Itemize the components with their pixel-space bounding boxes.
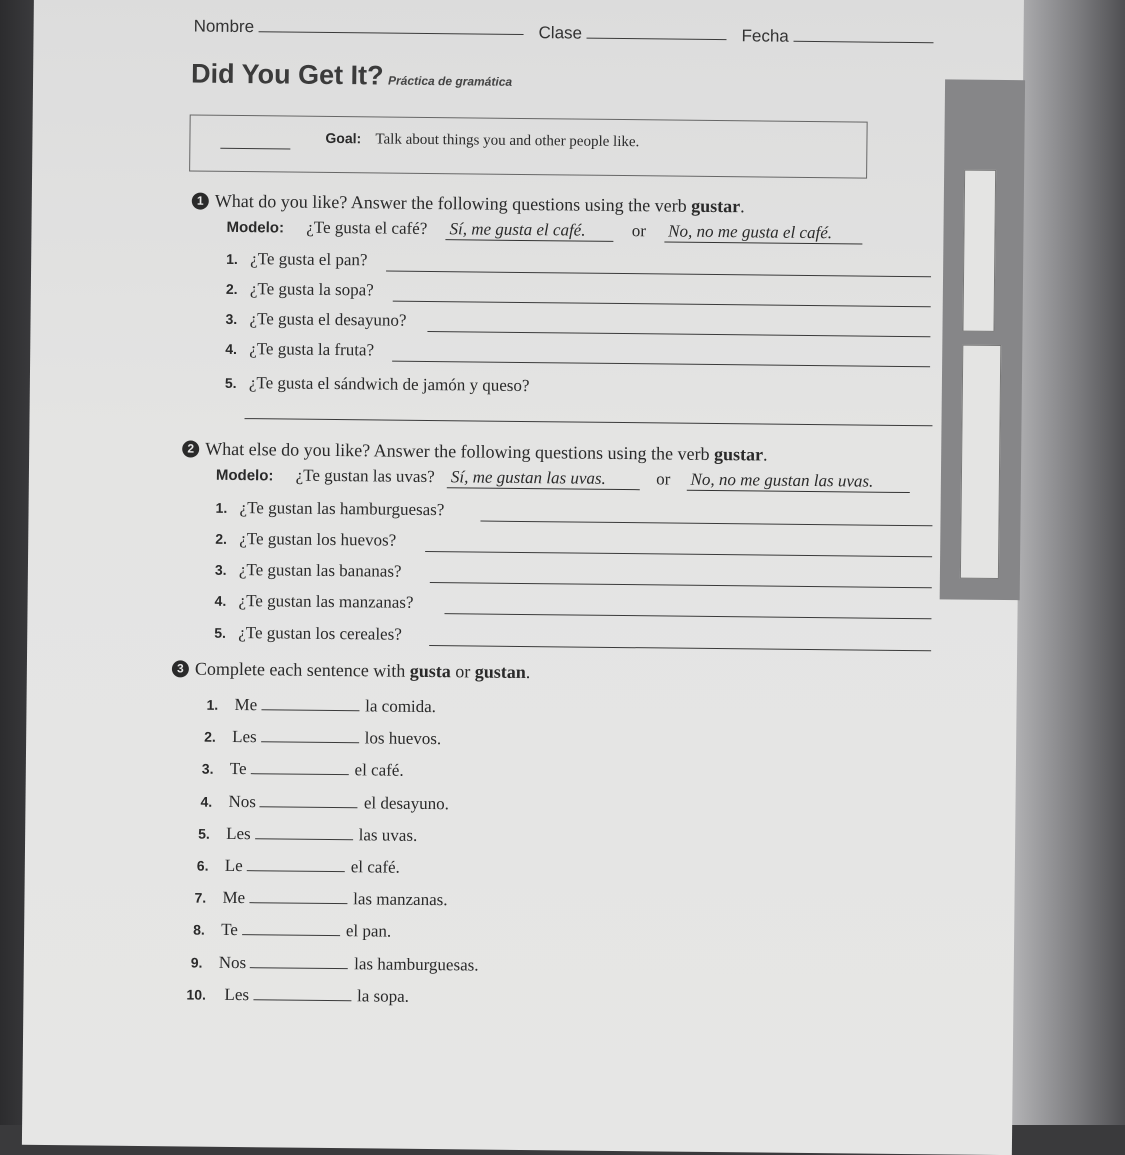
fill-in-blank[interactable]	[250, 967, 348, 969]
answer-line[interactable]	[393, 301, 931, 308]
question-text: ¿Te gusta el pan?	[250, 249, 368, 270]
section3-instruction-text: Complete each sentence with	[194, 658, 410, 681]
section3-instruction	[172, 658, 531, 683]
section1-period: .	[740, 196, 745, 217]
question-number: 5.	[214, 624, 227, 641]
question-text: ¿Te gustan las bananas?	[238, 560, 402, 581]
question-number: 2.	[215, 530, 228, 547]
fill-in-blank[interactable]	[261, 741, 359, 743]
fill-in-blank[interactable]	[260, 806, 358, 808]
section3-item	[206, 695, 436, 717]
modelo-or: or	[631, 221, 647, 241]
section1-modelo	[226, 217, 862, 245]
item-subject: Te	[229, 759, 247, 779]
answer-line[interactable]	[429, 645, 931, 651]
item-rest: los huevos.	[364, 728, 442, 749]
question-number: 2.	[225, 280, 238, 297]
fill-in-blank[interactable]	[261, 709, 359, 711]
section2-question	[215, 529, 396, 551]
item-number: 1.	[206, 696, 219, 713]
section3-item	[204, 727, 441, 749]
answer-line[interactable]	[444, 613, 931, 619]
fill-in-blank[interactable]	[253, 999, 351, 1001]
modelo-or: or	[656, 469, 671, 489]
answer-line[interactable]	[480, 521, 932, 527]
modelo-question: ¿Te gusta el café?	[306, 217, 428, 238]
fill-in-blank[interactable]	[249, 902, 347, 904]
side-tab-window-bottom	[960, 345, 1001, 579]
fecha-blank[interactable]	[793, 41, 933, 43]
item-rest: la sopa.	[356, 986, 410, 1006]
section3-item	[198, 823, 417, 845]
clase-label: Clase	[538, 23, 583, 43]
item-rest: el café.	[354, 760, 404, 781]
question-text: ¿Te gusta la sopa?	[249, 279, 374, 300]
question-text: ¿Te gusta el desayuno?	[249, 309, 407, 330]
side-tab-window-top	[962, 170, 996, 332]
answer-line[interactable]	[392, 361, 930, 368]
item-rest: las hamburguesas.	[354, 953, 479, 975]
answer-line[interactable]	[425, 551, 932, 557]
worksheet-page	[22, 0, 1024, 1155]
goal-check-blank[interactable]	[220, 148, 290, 150]
item-rest: el café.	[350, 857, 400, 877]
modelo-label: Modelo:	[215, 466, 274, 485]
fill-in-blank[interactable]	[242, 934, 340, 936]
item-number: 2.	[204, 728, 216, 745]
page-title: Did You Get It?	[190, 58, 384, 91]
section3-number: 3	[172, 660, 189, 677]
section3-item	[202, 759, 404, 781]
question-text: ¿Te gusta el sándwich de jamón y queso?	[248, 373, 530, 396]
modelo-label: Modelo:	[226, 218, 285, 237]
fill-in-blank[interactable]	[247, 870, 345, 872]
goal-text: Talk about things you and other people like.	[375, 131, 640, 151]
section3-word-gusta: gusta	[409, 660, 451, 682]
section1-instruction-text: What do you like? Answer the following questions using the verb	[214, 190, 692, 216]
item-subject: Les	[232, 727, 257, 747]
item-number: 3.	[201, 761, 214, 778]
section3-item	[194, 888, 447, 911]
question-number: 3.	[214, 561, 227, 578]
item-number: 9.	[190, 954, 203, 971]
question-text: ¿Te gustan los huevos?	[239, 529, 397, 550]
item-number: 7.	[194, 889, 207, 906]
section2-verb: gustar	[713, 443, 764, 465]
section2-modelo	[216, 465, 910, 493]
fecha-label: Fecha	[741, 26, 789, 46]
section1-question	[225, 373, 530, 396]
item-number: 8.	[193, 921, 205, 939]
item-rest: las uvas.	[358, 825, 418, 845]
fecha-field[interactable]	[741, 26, 933, 48]
modelo-yes-answer: Sí, me gusta el café.	[445, 219, 613, 242]
section3-period: .	[525, 662, 531, 683]
answer-line[interactable]	[386, 271, 931, 278]
goal-label: Goal:	[325, 129, 362, 147]
section2-question	[215, 498, 444, 520]
answer-line[interactable]	[245, 418, 933, 426]
fill-in-blank[interactable]	[255, 838, 353, 840]
item-number: 6.	[196, 857, 209, 874]
item-subject: Nos	[218, 952, 247, 972]
section2-question	[215, 591, 414, 613]
section3-or: or	[450, 661, 475, 682]
modelo-yes-answer: Sí, me gustan las uvas.	[447, 467, 640, 490]
item-rest: el desayuno.	[363, 792, 449, 813]
clase-blank[interactable]	[587, 38, 727, 40]
section1-verb: gustar	[691, 195, 741, 217]
question-number: 3.	[225, 310, 238, 327]
section3-item	[186, 984, 409, 1006]
question-number: 1.	[226, 250, 238, 267]
section3-item	[200, 791, 449, 814]
section1-question	[226, 249, 367, 270]
question-number: 4.	[214, 592, 227, 609]
section3-word-gustan: gustan	[474, 661, 526, 683]
page-subtitle: Práctica de gramática	[387, 73, 513, 89]
section1-number: 1	[192, 193, 209, 210]
section3-item	[197, 856, 400, 878]
section1-instruction	[192, 191, 745, 218]
section2-question	[214, 623, 402, 645]
question-number: 5.	[224, 374, 237, 391]
section2-number: 2	[182, 440, 199, 457]
item-number: 4.	[200, 793, 213, 810]
modelo-no-answer: No, no me gustan las uvas.	[686, 470, 909, 493]
modelo-no-answer: No, no me gusta el café.	[664, 221, 862, 244]
question-number: 1.	[215, 499, 228, 516]
item-number: 10.	[186, 986, 207, 1003]
section2-instruction-text: What else do you like? Answer the following questions using the verb	[205, 438, 715, 464]
item-subject: Le	[224, 855, 243, 876]
section2-question	[215, 560, 402, 582]
question-text: ¿Te gustan los cereales?	[238, 623, 402, 644]
item-subject: Me	[234, 694, 258, 715]
goal-box	[189, 114, 868, 178]
section2-period: .	[762, 444, 768, 465]
item-rest: las manzanas.	[353, 889, 448, 910]
nombre-field[interactable]	[194, 17, 524, 40]
question-text: ¿Te gusta la fruta?	[249, 339, 375, 360]
modelo-question: ¿Te gustan las uvas?	[295, 465, 435, 487]
section1-question	[225, 339, 374, 361]
item-subject: Les	[224, 984, 250, 1004]
item-subject: Te	[221, 920, 239, 940]
item-subject: Me	[222, 888, 246, 908]
nombre-label: Nombre	[193, 16, 255, 37]
question-number: 4.	[225, 340, 238, 357]
section2-instruction	[182, 438, 768, 465]
fill-in-blank[interactable]	[251, 774, 349, 776]
item-rest: el pan.	[345, 921, 392, 942]
answer-line[interactable]	[430, 582, 932, 588]
section1-question	[226, 279, 374, 301]
item-number: 5.	[198, 825, 210, 842]
question-text: ¿Te gustan las hamburguesas?	[239, 498, 445, 520]
answer-line[interactable]	[427, 331, 930, 337]
section1-question	[225, 309, 406, 331]
item-subject: Nos	[228, 791, 257, 811]
item-rest: la comida.	[365, 696, 437, 717]
item-subject: Les	[226, 823, 251, 843]
title-row	[191, 58, 512, 92]
nombre-blank[interactable]	[259, 31, 524, 35]
section3-item	[191, 952, 479, 975]
section3-item	[193, 920, 391, 942]
side-tab-panel	[940, 79, 1025, 600]
clase-field[interactable]	[538, 23, 726, 45]
question-text: ¿Te gustan las manzanas?	[238, 591, 414, 612]
